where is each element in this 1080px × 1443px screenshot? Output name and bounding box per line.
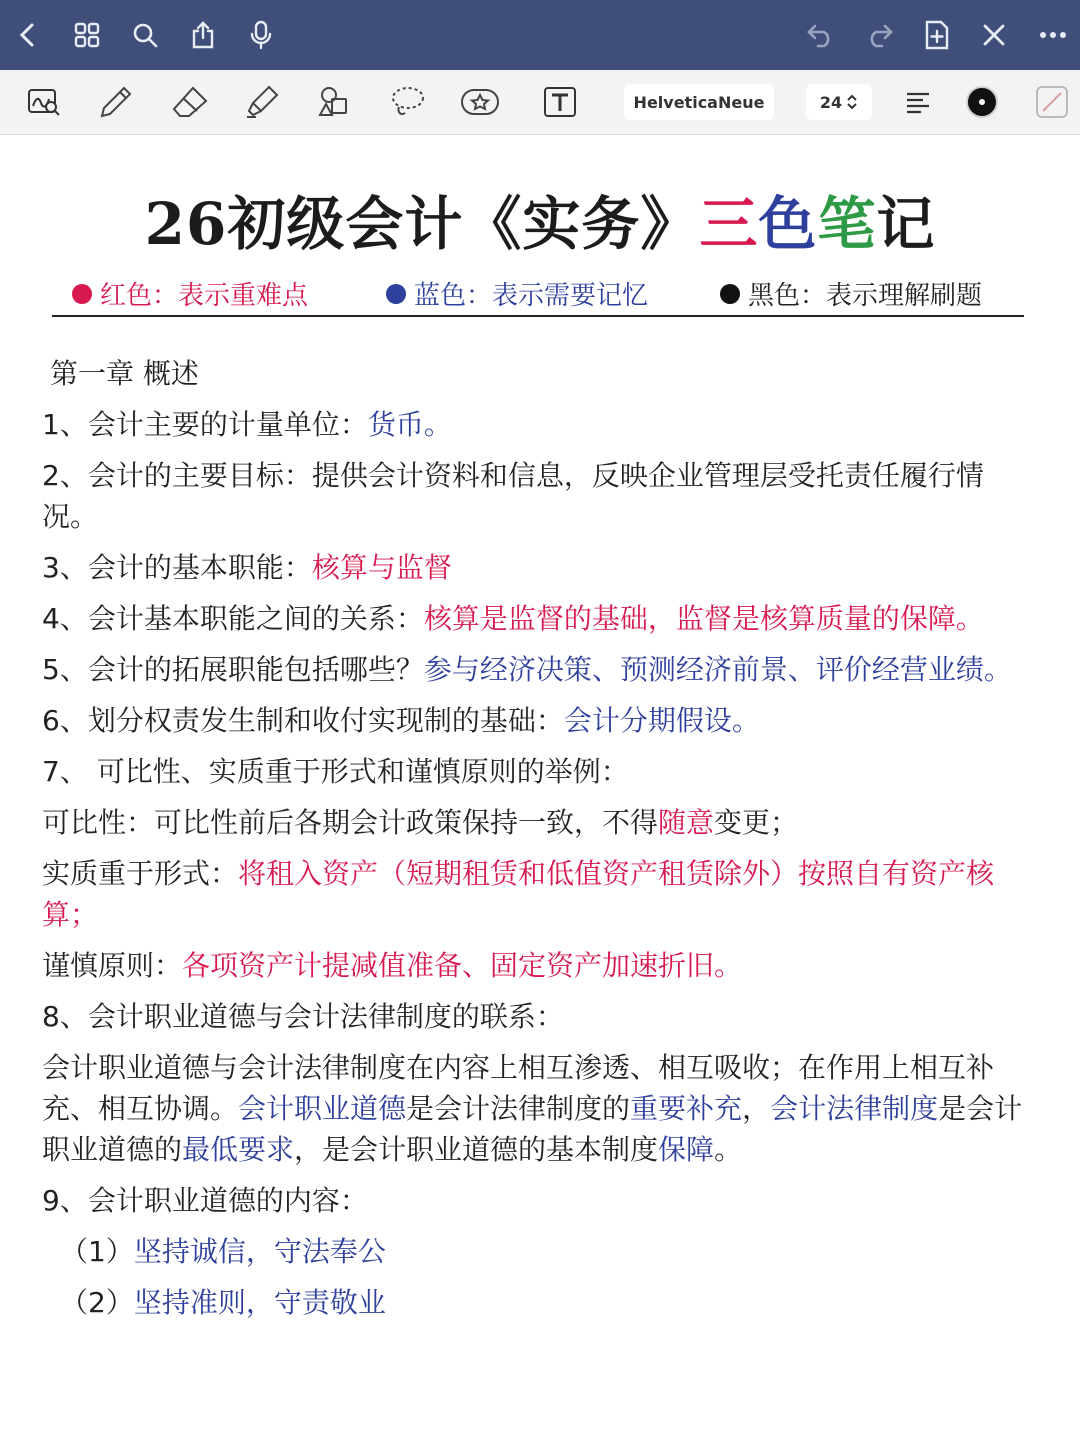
add-page-icon[interactable] — [920, 18, 954, 52]
lasso-icon[interactable] — [388, 84, 428, 120]
share-icon[interactable] — [186, 18, 220, 52]
color-legend — [0, 275, 1080, 315]
legend-blue — [386, 275, 648, 312]
pen-off-icon[interactable] — [1032, 84, 1072, 120]
top-navigation-bar — [0, 0, 1080, 70]
note-line-5: 5、会计的拓展职能包括哪些？参与经济决策、预测经济前景、评价经营业绩。 — [42, 653, 1012, 686]
mic-icon[interactable] — [244, 18, 278, 52]
note-line-4: 4、会计基本职能之间的关系：核算是监督的基础，监督是核算质量的保障。 — [42, 602, 984, 635]
note-body — [42, 353, 1032, 1333]
red-dot-icon — [72, 284, 92, 304]
title-char-green: 笔 — [817, 190, 877, 258]
highlighter-icon[interactable] — [242, 84, 282, 120]
note-line-15: （2）坚持准则，守责敬业 — [60, 1286, 386, 1319]
back-icon[interactable] — [10, 18, 44, 52]
zoom-select-icon[interactable] — [24, 84, 64, 120]
more-icon[interactable] — [1036, 18, 1070, 52]
legend-red — [72, 275, 308, 312]
font-size-value: 24 — [819, 92, 843, 112]
black-dot-icon — [720, 284, 740, 304]
note-line-12: 会计职业道德与会计法律制度在内容上相互渗透、相互吸收；在作用上相互补充、相互协调。会计职业道德是会计法律制度的重要补充，会计法律制度是会计职业道德的最低要求，是会计职业道德的基本制度保障。 — [42, 1051, 1023, 1166]
note-line-3: 3、会计的基本职能：核算与监督 — [42, 551, 452, 584]
legend-black-label: 黑色：表示理解刷题 — [748, 281, 983, 311]
note-line-14: （1）坚持诚信，守法奉公 — [60, 1235, 386, 1268]
close-icon[interactable] — [977, 18, 1011, 52]
undo-icon[interactable] — [804, 18, 838, 52]
redo-icon[interactable] — [862, 18, 896, 52]
page-title — [0, 177, 1080, 261]
legend-red-label: 红色：表示重难点 — [100, 281, 309, 311]
title-char-blue: 色 — [758, 190, 818, 258]
font-size-selector[interactable] — [806, 84, 872, 120]
legend-black — [720, 275, 982, 312]
title-char-red: 三 — [699, 190, 759, 258]
shapes-icon[interactable] — [314, 84, 354, 120]
color-icon[interactable] — [962, 84, 1002, 120]
title-char-black: 记 — [876, 190, 936, 258]
eraser-icon[interactable] — [170, 84, 210, 120]
grid-icon[interactable] — [70, 18, 104, 52]
divider — [52, 315, 1024, 317]
legend-blue-label: 蓝色：表示需要记忆 — [414, 281, 649, 311]
editing-toolbar — [0, 70, 1080, 135]
stepper-icon — [846, 93, 858, 111]
note-line-1: 1、会计主要的计量单位：货币。 — [42, 408, 452, 441]
text-icon[interactable] — [540, 84, 580, 120]
note-line-9: 实质重于形式：将租入资产（短期租赁和低值资产租赁除外）按照自有资产核算； — [42, 857, 995, 931]
blue-dot-icon — [386, 284, 406, 304]
title-main: 26初级会计《实务》 — [144, 190, 700, 258]
pen-icon[interactable] — [96, 84, 136, 120]
note-line-8: 可比性：可比性前后各期会计政策保持一致，不得随意变更； — [42, 806, 799, 839]
note-line-7: 7、 可比性、实质重于形式和谨慎原则的举例： — [42, 755, 629, 788]
align-icon[interactable] — [898, 84, 938, 120]
chapter-heading: 第一章 概述 — [50, 357, 199, 390]
note-line-2: 2、会计的主要目标：提供会计资料和信息，反映企业管理层受托责任履行情况。 — [42, 459, 984, 533]
sticker-icon[interactable] — [460, 84, 500, 120]
font-name-selector[interactable]: HelveticaNeue — [624, 84, 774, 120]
note-line-13: 9、会计职业道德的内容： — [42, 1184, 368, 1217]
note-line-10: 谨慎原则：各项资产计提减值准备、固定资产加速折旧。 — [42, 949, 743, 982]
note-line-11: 8、会计职业道德与会计法律制度的联系： — [42, 1000, 564, 1033]
search-icon[interactable] — [128, 18, 162, 52]
note-line-6: 6、划分权责发生制和收付实现制的基础：会计分期假设。 — [42, 704, 760, 737]
